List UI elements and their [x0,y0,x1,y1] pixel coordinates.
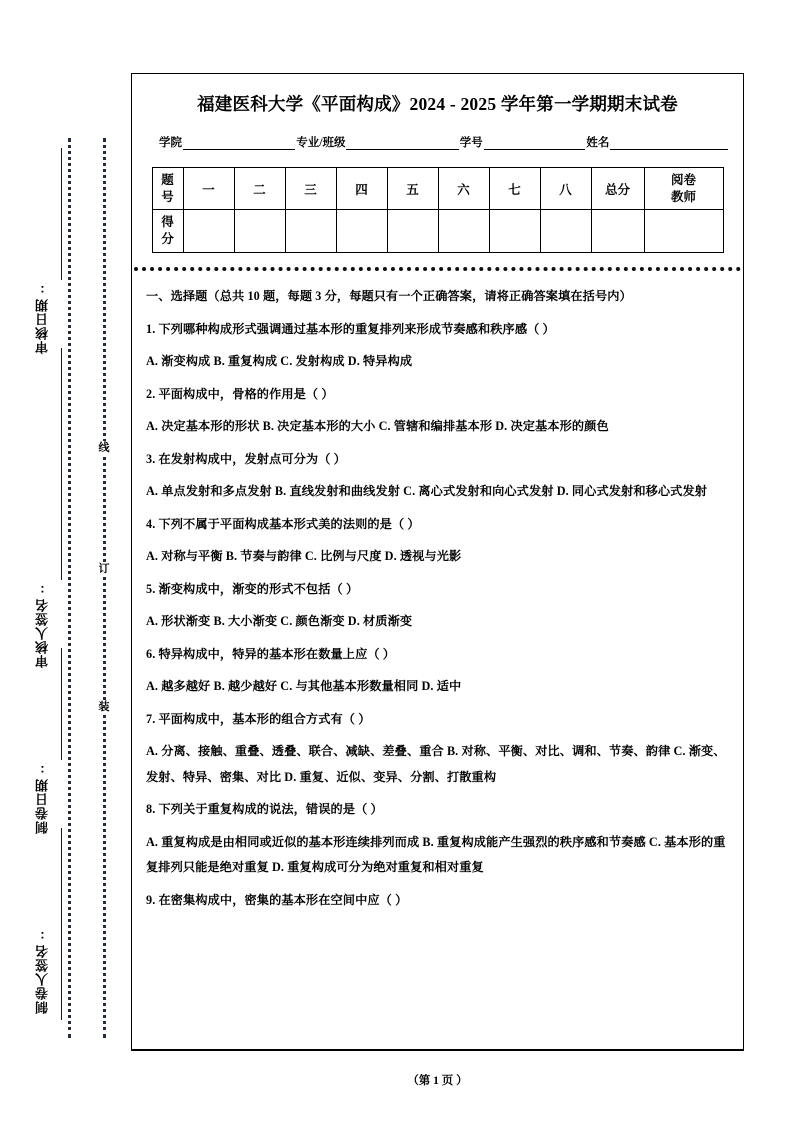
reviewer-signature-label: 审核人签名: [35,582,50,668]
score-cell-4[interactable] [336,210,387,253]
table-row-scores [152,210,723,253]
questions-body [132,271,743,913]
left-margin-annotations [0,0,128,1122]
question-number-1: 一 [183,168,234,210]
question-options-3[interactable]: A. 单点发射和多点发射 B. 直线发射和曲线发射 C. 离心式发射和向心式发射 D. 同心式发射和移心式发射 [146,484,708,498]
question-options-7[interactable]: A. 分离、接触、重叠、透叠、联合、减缺、差叠、重合 B. 对称、平衡、对比、调和、节奏、韵律 C. 渐变、发射、特异、密集、对比 D. 重复、近似、变异、分割、打散重构 [146,744,726,784]
exam-paper-frame [131,73,744,1050]
score-cell-7[interactable] [489,210,540,253]
page-title: 福建医科大学《平面构成》2024 - 2025 学年第一学期期末试卷 [197,94,678,114]
paper-maker-signature-label: 制卷人签名: [35,928,50,1014]
name-label: 姓名 [586,137,610,149]
question-text-7: 7. 平面构成中，基本形的组合方式有（ ） [146,711,371,726]
row-header-question-number: 题 号 [152,168,183,210]
question-text-2: 2. 平面构成中，骨格的作用是（ ） [146,386,334,401]
score-cell-2[interactable] [234,210,285,253]
page-footer: （第 1 页 ） [407,1075,468,1087]
seal-char-zhuang: 装 [95,700,113,714]
question-number-4: 四 [336,168,387,210]
question-text-4: 4. 下列不属于平面构成基本形式美的法则的是（ ） [146,516,420,531]
question-number-5: 五 [387,168,438,210]
score-table [152,167,724,253]
question-options-4[interactable]: A. 对称与平衡 B. 节奏与韵律 C. 比例与尺度 D. 透视与光影 [146,549,462,563]
grader-label: 阅卷 教师 [644,168,723,210]
student-id-input[interactable] [484,136,586,150]
question-number-3: 三 [285,168,336,210]
question-number-2: 二 [234,168,285,210]
score-cell-6[interactable] [438,210,489,253]
question-text-1: 1. 下列哪种构成形式强调通过基本形的重复排列来形成节奏感和秩序感（ ） [146,321,555,336]
score-cell-5[interactable] [387,210,438,253]
score-cell-3[interactable] [285,210,336,253]
question-number-6: 六 [438,168,489,210]
question-text-9: 9. 在密集构成中，密集的基本形在空间中应（ ） [146,892,408,907]
margin-rule-4 [61,828,62,1020]
question-text-6: 6. 特异构成中，特异的基本形在数量上应（ ） [146,646,396,661]
seal-line-inner [103,138,106,1038]
question-options-8[interactable]: A. 重复构成是由相同或近似的基本形连续排列而成 B. 重复构成能产生强烈的秩序感和节奏感 C. 基本形的重复排列只能是绝对重复 D. 重复构成可分为绝对重复和相对重复 [146,834,726,874]
seal-char-xian: 线 [95,441,113,455]
section-heading: 一、选择题（总共 10 题，每题 3 分，每题只有一个正确答案，请将正确答案填在括号内） [146,289,632,303]
question-options-2[interactable]: A. 决定基本形的形状 B. 决定基本形的大小 C. 管辖和编排基本形 D. 决定基本形的颜色 [146,419,609,433]
question-options-6[interactable]: A. 越多越好 B. 越少越好 C. 与其他基本形数量相同 D. 适中 [146,679,462,693]
score-cell-1[interactable] [183,210,234,253]
total-score-label: 总分 [591,168,644,210]
score-cell-total[interactable] [591,210,644,253]
question-options-1[interactable]: A. 渐变构成 B. 重复构成 C. 发射构成 D. 特异构成 [146,354,413,368]
question-text-3: 3. 在发射构成中，发射点可分为（ ） [146,451,346,466]
score-cell-grader[interactable] [644,210,723,253]
question-text-5: 5. 渐变构成中，渐变的形式不包括（ ） [146,581,359,596]
margin-rule-3 [61,648,62,760]
footer-rule [131,1050,744,1051]
major-class-label: 专业/班级 [296,137,346,149]
paper-date-label: 制卷日期: [35,762,50,834]
score-cell-8[interactable] [540,210,591,253]
question-options-5[interactable]: A. 形状渐变 B. 大小渐变 C. 颜色渐变 D. 材质渐变 [146,614,413,628]
identity-line [159,134,729,150]
major-class-input[interactable] [346,136,458,150]
college-input[interactable] [183,136,295,150]
margin-rule-2 [61,348,62,580]
question-number-7: 七 [489,168,540,210]
seal-line-outer [68,138,71,1038]
margin-rule-1 [61,148,62,280]
table-row-question-numbers [152,168,723,210]
name-input[interactable] [610,136,728,150]
question-number-8: 八 [540,168,591,210]
college-label: 学院 [159,137,182,149]
student-id-label: 学号 [459,137,483,149]
row-header-score: 得 分 [152,210,183,253]
question-text-8: 8. 下列关于重复构成的说法，错误的是（ ） [146,802,383,816]
review-date-label: 审核日期: [35,282,50,354]
seal-char-ding: 订 [95,562,113,576]
